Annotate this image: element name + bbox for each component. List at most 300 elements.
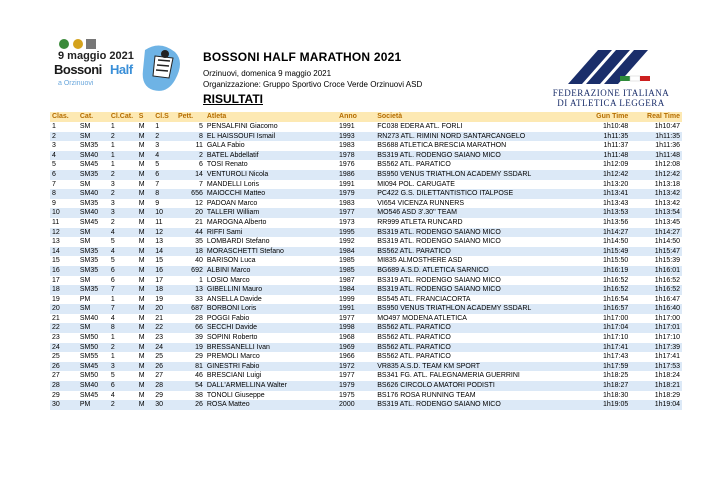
cell-clcat: 5 (110, 257, 115, 265)
cell-gun-time: 1h13:43 (602, 199, 629, 207)
cell-clcat: 2 (109, 170, 137, 180)
cell-gun-time: 1h17:00 (602, 314, 629, 322)
cell-cls: 7 (155, 180, 160, 188)
cell-cat: SM (78, 323, 109, 333)
cell-gun-time: 1h13:41 (556, 189, 630, 199)
cell-s: M (138, 353, 145, 361)
cell-clas: 2 (50, 132, 78, 142)
cell-atleta: ALBINI Marco (205, 266, 337, 276)
cell-atleta: PREMOLI Marco (206, 353, 260, 361)
cell-clas: 23 (52, 334, 60, 342)
cell-pett: 19 (176, 343, 205, 353)
cell-clas: 8 (50, 189, 78, 199)
table-row (50, 170, 682, 180)
cell-pett: 2 (176, 151, 205, 161)
cell-real-time: 1h13:42 (654, 199, 680, 207)
table-row (50, 247, 682, 257)
cell-cls: 16 (153, 266, 176, 276)
cell-cat: SM (79, 238, 91, 246)
table-row (50, 160, 682, 170)
cell-pett: 18 (176, 247, 205, 257)
cell-atleta: MAIOCCHI Matteo (205, 189, 337, 199)
cell-anno: 1969 (337, 343, 375, 353)
cell-societa: BS341 FG. ATL. FALEGNAMERIA GUERRINI (377, 372, 520, 380)
cell-gun-time: 1h15:50 (602, 257, 629, 265)
cell-societa: BS950 VENUS TRIATHLON ACADEMY SSDARL (375, 304, 556, 314)
cell-cls: 18 (153, 285, 176, 295)
cell-clas: 6 (50, 170, 78, 180)
cell-pett: 81 (176, 362, 205, 372)
cell-clas: 30 (50, 400, 78, 410)
cell-real-time: 1h12:08 (654, 161, 680, 169)
cell-gun-time: 1h18:25 (602, 372, 629, 380)
cell-anno: 1991 (339, 180, 355, 188)
cell-cls: 25 (155, 353, 164, 361)
cell-pett: 8 (176, 132, 205, 142)
cell-anno: 1983 (339, 199, 355, 207)
cell-pett: 6 (198, 161, 203, 169)
cell-pett: 20 (176, 208, 205, 218)
cell-cat: SM45 (79, 218, 99, 226)
cell-clcat: 4 (109, 228, 137, 238)
cell-cls: 13 (155, 238, 164, 246)
cell-real-time: 1h18:24 (654, 372, 680, 380)
cell-atleta: TALLERI William (205, 208, 337, 218)
cell-anno: 1984 (337, 247, 375, 257)
cell-s: M (137, 285, 154, 295)
cell-cls: 14 (153, 247, 176, 257)
col-cls: Cl.S (153, 112, 176, 122)
cell-cat: PM (79, 295, 91, 303)
cell-gun-time: 1h17:10 (602, 334, 629, 342)
cell-societa: RN273 ATL. RIMINI NORD SANTARCANGELO (375, 132, 556, 142)
cell-real-time: 1h13:45 (654, 218, 680, 226)
cell-cls: 29 (155, 391, 164, 399)
cell-clcat: 1 (110, 353, 115, 361)
cell-s: M (137, 362, 154, 372)
cell-cls: 26 (153, 362, 176, 372)
table-row (50, 151, 682, 161)
cell-real-time: 1h17:01 (630, 323, 682, 333)
cell-cls: 15 (155, 257, 164, 265)
cell-societa: BS562 ATL. PARATICO (375, 247, 556, 257)
col-cat: Cat. (78, 112, 109, 122)
cell-cat: SM (79, 276, 91, 284)
cell-cat: PM (78, 400, 109, 410)
cell-s: M (137, 151, 154, 161)
cell-s: M (137, 323, 154, 333)
cell-atleta: BARISON Luca (206, 257, 256, 265)
table-row (50, 132, 682, 142)
cell-societa: BS545 ATL. FRANCIACORTA (377, 295, 471, 303)
cell-pett: 28 (195, 314, 203, 322)
cell-clcat: 6 (110, 276, 115, 284)
cell-gun-time: 1h17:59 (556, 362, 630, 372)
cell-gun-time: 1h11:35 (556, 132, 630, 142)
table-row (50, 371, 682, 381)
cell-atleta: TONOLI Giuseppe (206, 391, 265, 399)
cell-pett: 29 (195, 353, 203, 361)
cell-pett: 33 (195, 295, 203, 303)
cell-clas: 19 (52, 295, 60, 303)
cell-cat: SM35 (78, 285, 109, 295)
cell-clas: 26 (50, 362, 78, 372)
cell-cat: SM (79, 123, 91, 130)
cell-clcat: 2 (109, 400, 137, 410)
cell-cls: 20 (153, 304, 176, 314)
cell-atleta: PENSALFINI Giacomo (206, 123, 278, 130)
table-row (50, 189, 682, 199)
cell-atleta: GIBELLINI Mauro (205, 285, 337, 295)
cell-pett: 14 (176, 170, 205, 180)
cell-real-time: 1h15:39 (654, 257, 680, 265)
cell-pett: 39 (195, 334, 203, 342)
cell-s: M (138, 199, 145, 207)
col-pett: Pett. (176, 112, 205, 122)
cell-pett: 13 (176, 285, 205, 295)
cell-s: M (137, 381, 154, 391)
col-real-time: Real Time (630, 112, 682, 122)
table-row (50, 122, 682, 132)
cell-cat: SM35 (78, 266, 109, 276)
cell-anno: 1998 (337, 323, 375, 333)
cell-cat: SM50 (78, 343, 109, 353)
cell-s: M (137, 304, 154, 314)
cell-societa: BS319 ATL. RODENGO SAIANO MICO (375, 285, 556, 295)
cell-s: M (138, 218, 145, 226)
cell-anno: 1984 (337, 285, 375, 295)
table-row (50, 362, 682, 372)
cell-cat: SM50 (79, 372, 99, 380)
cell-pett: 11 (195, 142, 203, 150)
cell-atleta: BORBONI Loris (205, 304, 337, 314)
table-row (50, 343, 682, 353)
cell-cls: 28 (153, 381, 176, 391)
cell-atleta: MANDELLI Loris (206, 180, 259, 188)
table-row (50, 323, 682, 333)
cell-societa: FC038 EDERA ATL. FORLI (377, 123, 463, 130)
cell-atleta: GINESTRI Fabio (205, 362, 337, 372)
cell-gun-time: 1h17:04 (556, 323, 630, 333)
cell-s: M (138, 314, 145, 322)
cell-real-time: 1h13:42 (630, 189, 682, 199)
cell-s: M (138, 276, 145, 284)
cell-cls: 8 (153, 189, 176, 199)
cell-pett: 692 (176, 266, 205, 276)
cell-societa: BS319 ATL. RODENGO SAIANO MICO (377, 238, 501, 246)
cell-anno: 1977 (339, 372, 355, 380)
cell-cls: 24 (153, 343, 176, 353)
cell-anno: 1979 (337, 381, 375, 391)
table-row (50, 304, 682, 314)
col-clcat: Cl.Cat. (109, 112, 137, 122)
cell-atleta: BRESSANELLI Ivan (205, 343, 337, 353)
cell-clas: 4 (50, 151, 78, 161)
cell-cat: SM35 (79, 257, 99, 265)
cell-anno: 1991 (339, 123, 355, 130)
cell-cat: SM (79, 180, 91, 188)
table-row (50, 208, 682, 218)
cell-clcat: 6 (109, 381, 137, 391)
cell-atleta: PADOAN Marco (206, 199, 258, 207)
cell-societa: BS562 ATL. PARATICO (377, 353, 451, 361)
cell-clas: 29 (52, 391, 60, 399)
cell-societa: BG689 A.S.D. ATLETICA SARNICO (375, 266, 556, 276)
cell-atleta: LOMBARDI Stefano (206, 238, 270, 246)
table-row (50, 180, 682, 190)
cell-societa: BS688 ATLETICA BRESCIA MARATHON (377, 142, 507, 150)
table-row (50, 400, 682, 410)
event-logo-brand: Bossoni (54, 62, 102, 77)
cell-clas: 27 (52, 372, 60, 380)
cell-societa: VR835 A.S.D. TEAM KM SPORT (375, 362, 556, 372)
event-logo (50, 36, 200, 108)
cell-clas: 25 (52, 353, 60, 361)
cell-pett: 54 (176, 381, 205, 391)
cell-s: M (137, 208, 154, 218)
cell-cls: 5 (155, 161, 160, 169)
cell-anno: 1995 (337, 228, 375, 238)
fidal-logo (520, 40, 700, 110)
cell-atleta: SOPINI Roberto (206, 334, 258, 342)
cell-cls: 30 (153, 400, 176, 410)
cell-societa: MO546 ASD 3'.30'' TEAM (375, 208, 556, 218)
cell-atleta: ROSA Matteo (205, 400, 337, 410)
cell-s: M (138, 295, 145, 303)
cell-s: M (137, 228, 154, 238)
cell-cat: SM35 (78, 247, 109, 257)
cell-cls: 3 (155, 142, 160, 150)
cell-real-time: 1h18:21 (630, 381, 682, 391)
cell-clas: 28 (50, 381, 78, 391)
cell-gun-time: 1h16:54 (602, 295, 629, 303)
cell-gun-time: 1h12:09 (602, 161, 629, 169)
cell-s: M (138, 391, 145, 399)
table-row (50, 218, 682, 228)
cell-clas: 12 (50, 228, 78, 238)
cell-real-time: 1h17:53 (630, 362, 682, 372)
cell-cls: 9 (155, 199, 160, 207)
cell-gun-time: 1h13:20 (602, 180, 629, 188)
cell-clas: 22 (50, 323, 78, 333)
results-body (50, 122, 682, 410)
cell-anno: 1985 (339, 257, 355, 265)
cell-s: M (138, 238, 145, 246)
cell-clcat: 1 (110, 142, 115, 150)
cell-cat: SM45 (79, 391, 99, 399)
cell-atleta: BRESCIANI Luigi (206, 372, 262, 380)
cell-cat: SM35 (79, 142, 99, 150)
cell-clas: 14 (50, 247, 78, 257)
cell-cls: 21 (155, 314, 164, 322)
cell-gun-time: 1h19:05 (556, 400, 630, 410)
table-row (50, 141, 682, 151)
cell-anno: 1999 (339, 295, 355, 303)
cell-s: M (137, 343, 154, 353)
cell-pett: 1 (198, 276, 203, 284)
cell-atleta: MAROGNA Alberto (206, 218, 267, 226)
cell-societa: PC422 G.S. DILETTANTISTICO ITALPOSE (375, 189, 556, 199)
cell-pett: 40 (195, 257, 203, 265)
col-societa: Società (375, 112, 556, 122)
cell-clcat: 5 (110, 372, 115, 380)
cell-pett: 656 (176, 189, 205, 199)
cell-clcat: 1 (110, 334, 115, 342)
cell-atleta: RIFFI Sami (205, 228, 337, 238)
race-organizer: Organizzazione: Gruppo Sportivo Croce Verde Orzinuovi ASD (203, 80, 423, 89)
cell-anno: 1979 (337, 189, 375, 199)
cell-clas: 24 (50, 343, 78, 353)
cell-real-time: 1h19:04 (630, 400, 682, 410)
cell-gun-time: 1h14:27 (556, 228, 630, 238)
table-row (50, 228, 682, 238)
cell-clcat: 2 (109, 189, 137, 199)
cell-anno: 1977 (339, 314, 355, 322)
cell-anno: 1986 (337, 170, 375, 180)
cell-pett: 44 (176, 228, 205, 238)
race-title: BOSSONI HALF MARATHON 2021 (203, 50, 402, 64)
cell-clas: 17 (52, 276, 60, 284)
cell-clas: 13 (52, 238, 60, 246)
cell-cat: SM45 (79, 161, 99, 169)
cell-atleta: VENTUROLI Nicola (205, 170, 337, 180)
cell-clas: 15 (52, 257, 60, 265)
cell-pett: 35 (195, 238, 203, 246)
cell-real-time: 1h12:42 (630, 170, 682, 180)
cell-real-time: 1h16:52 (630, 285, 682, 295)
cell-real-time: 1h13:18 (654, 180, 680, 188)
col-anno: Anno (337, 112, 375, 122)
cell-gun-time: 1h16:19 (556, 266, 630, 276)
cell-clcat: 4 (109, 247, 137, 257)
cell-cls: 11 (155, 218, 163, 226)
cell-anno: 1968 (339, 334, 355, 342)
cell-s: M (138, 334, 145, 342)
cell-atleta: LOSIO Marco (206, 276, 250, 284)
cell-pett: 66 (176, 323, 205, 333)
cell-clas: 16 (50, 266, 78, 276)
table-row (50, 333, 682, 343)
event-logo-brand-accent: Half (110, 62, 133, 77)
cell-cls: 4 (153, 151, 176, 161)
table-row (50, 391, 682, 401)
cell-societa: BS319 ATL. RODENGO SAIANO MICO (375, 400, 556, 410)
cell-cat: SM (78, 228, 109, 238)
cell-gun-time: 1h17:43 (602, 353, 629, 361)
cell-gun-time: 1h12:42 (556, 170, 630, 180)
cell-clas: 3 (52, 142, 56, 150)
document-header (203, 50, 422, 106)
cell-gun-time: 1h10:48 (602, 123, 629, 130)
cell-real-time: 1h17:10 (654, 334, 680, 342)
cell-gun-time: 1h15:49 (556, 247, 630, 257)
cell-anno: 1992 (339, 238, 355, 246)
cell-s: M (138, 142, 145, 150)
table-row (50, 285, 682, 295)
cell-cat: SM (78, 304, 109, 314)
cell-clas: 5 (52, 161, 56, 169)
cell-gun-time: 1h16:57 (556, 304, 630, 314)
cell-real-time: 1h16:01 (630, 266, 682, 276)
cell-anno: 1987 (339, 276, 355, 284)
cell-gun-time: 1h14:50 (602, 238, 629, 246)
table-row (50, 314, 682, 324)
cell-gun-time: 1h13:56 (602, 218, 629, 226)
cell-clas: 20 (50, 304, 78, 314)
cell-societa: BS319 ATL. RODENGO SAIANO MICO (377, 276, 501, 284)
race-date: Orzinuovi, domenica 9 maggio 2021 (203, 69, 332, 78)
cell-clcat: 1 (110, 123, 115, 130)
table-row (50, 295, 682, 305)
cell-cat: SM35 (79, 199, 99, 207)
cell-societa: MI835 ALMOSTHERE ASD (377, 257, 463, 265)
event-logo-date: 9 maggio 2021 (58, 50, 134, 62)
cell-real-time: 1h17:39 (630, 343, 682, 353)
fidal-logo-mark (520, 40, 700, 88)
cell-cat: SM40 (79, 314, 99, 322)
cell-anno: 1976 (339, 161, 355, 169)
cell-societa: BS626 CIRCOLO AMATORI PODISTI (375, 381, 556, 391)
fidal-name (526, 88, 696, 108)
cell-s: M (137, 266, 154, 276)
cell-clcat: 2 (109, 132, 137, 142)
table-row (50, 237, 682, 247)
cell-cls: 6 (153, 170, 176, 180)
cell-real-time: 1h14:50 (654, 238, 680, 246)
cell-atleta: ANSELLA Davide (206, 295, 262, 303)
cell-pett: 7 (198, 180, 203, 188)
cell-cls: 22 (153, 323, 176, 333)
cell-atleta: MORASCHETTI Stefano (205, 247, 337, 257)
cell-clas: 11 (52, 218, 60, 226)
cell-clcat: 3 (109, 208, 137, 218)
cell-clas: 1 (52, 123, 56, 130)
cell-clas: 21 (52, 314, 60, 322)
cell-anno: 1985 (337, 266, 375, 276)
cell-gun-time: 1h16:52 (556, 285, 630, 295)
cell-cat: SM40 (78, 208, 109, 218)
cell-s: M (138, 257, 145, 265)
cell-clcat: 7 (109, 285, 137, 295)
event-logo-sub: a Orzinuovi (58, 80, 94, 87)
cell-real-time: 1h16:52 (654, 276, 680, 284)
cell-societa: MI094 POL. CARUGATE (377, 180, 455, 188)
cell-societa: BS562 ATL. PARATICO (375, 323, 556, 333)
cell-cls: 10 (153, 208, 176, 218)
cell-clcat: 3 (109, 362, 137, 372)
cell-societa: BS562 ATL. PARATICO (377, 334, 451, 342)
cell-gun-time: 1h16:52 (602, 276, 629, 284)
cell-gun-time: 1h18:30 (602, 391, 629, 399)
cell-anno: 1993 (337, 132, 375, 142)
cell-cls: 23 (155, 334, 164, 342)
cell-clcat: 2 (109, 343, 137, 353)
cell-s: M (137, 132, 154, 142)
cell-cls: 1 (155, 123, 160, 130)
cell-gun-time: 1h11:48 (556, 151, 630, 161)
cell-clcat: 4 (110, 314, 115, 322)
table-row (50, 276, 682, 286)
cell-real-time: 1h13:54 (630, 208, 682, 218)
col-atleta: Atleta (205, 112, 337, 122)
cell-real-time: 1h16:47 (654, 295, 680, 303)
cell-anno: 1977 (337, 208, 375, 218)
cell-societa: VI654 VICENZA RUNNERS (377, 199, 464, 207)
cell-societa: BS562 ATL. PARATICO (375, 343, 556, 353)
cell-real-time: 1h17:41 (654, 353, 680, 361)
cell-anno: 1991 (337, 304, 375, 314)
cell-pett: 46 (195, 372, 203, 380)
